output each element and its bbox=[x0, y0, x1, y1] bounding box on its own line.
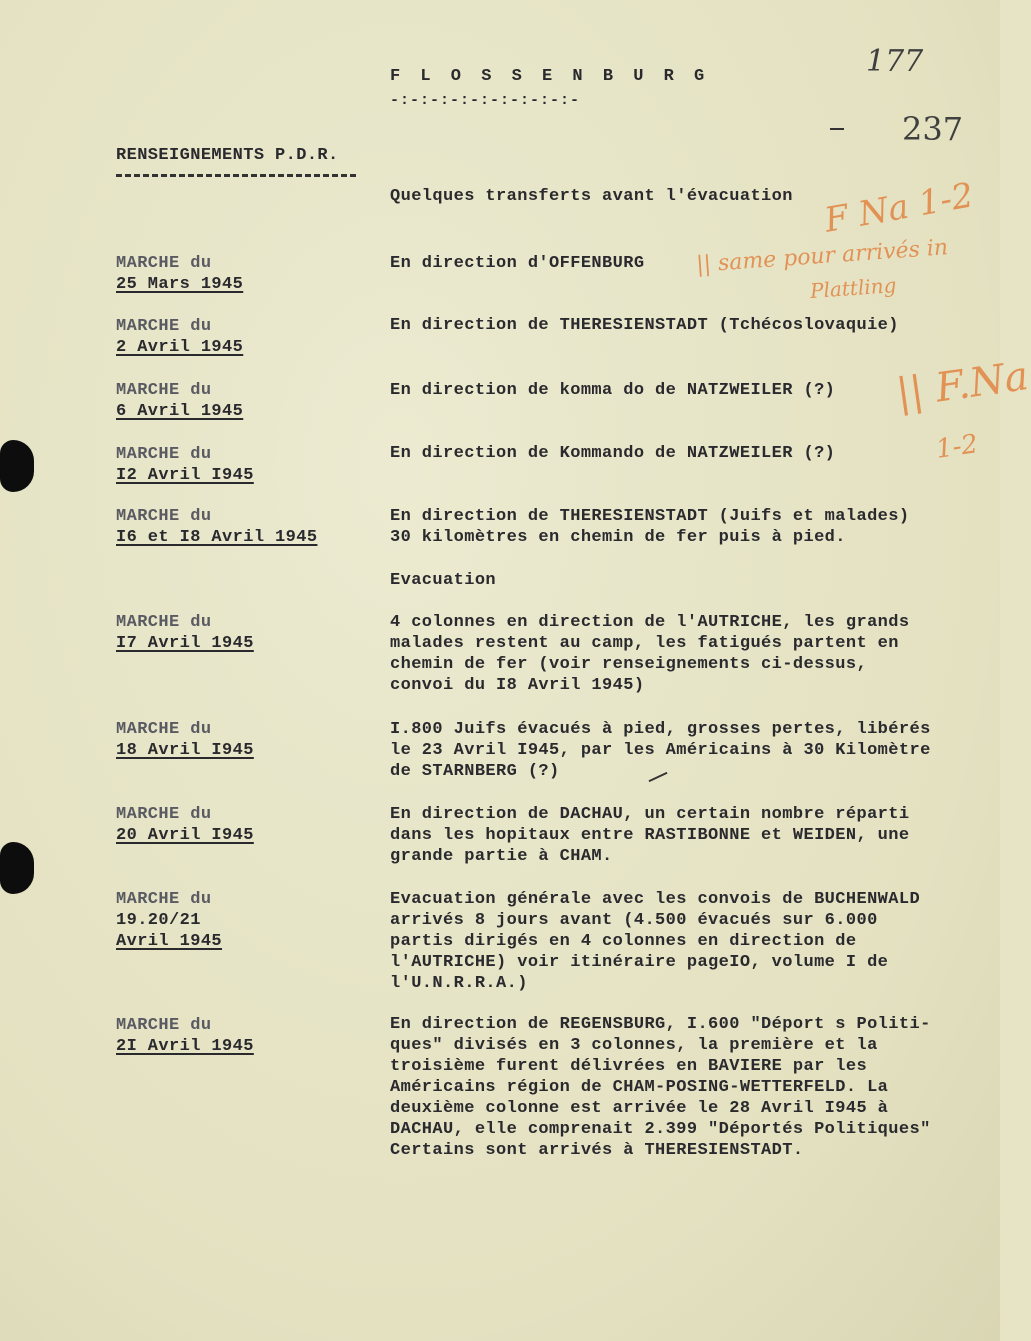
entry-date: I6 et I8 Avril 1945 bbox=[116, 528, 318, 547]
entry-line: malades restent au camp, les fatigués partent en bbox=[390, 634, 899, 653]
entry-text bbox=[390, 612, 909, 696]
dash-mark bbox=[830, 128, 844, 130]
entry-text bbox=[390, 719, 931, 782]
pencil-side-code: || F.Na bbox=[893, 352, 1031, 418]
entry-label bbox=[116, 1015, 254, 1057]
pencil-note-place: Plattling bbox=[809, 273, 898, 303]
entry-line: convoi du I8 Avril 1945) bbox=[390, 676, 645, 695]
pencil-side-code-number: 1-2 bbox=[934, 429, 980, 465]
subheading: Quelques transferts avant l'évacuation bbox=[390, 187, 793, 206]
punch-hole bbox=[0, 440, 34, 492]
entry-line: En direction de komma do de NATZWEILER (?) bbox=[390, 381, 836, 400]
entry-line: Américains région de CHAM-POSING-WETTERFELD. La bbox=[390, 1078, 889, 1097]
entry-date: I2 Avril I945 bbox=[116, 466, 254, 485]
entry-date: 2I Avril 1945 bbox=[116, 1037, 254, 1056]
entry-march: MARCHE du bbox=[116, 805, 212, 824]
entry-march: MARCHE du bbox=[116, 381, 212, 400]
entry-line: En direction de REGENSBURG, I.600 "Déport s Politi- bbox=[390, 1015, 931, 1034]
entry-line: Evacuation générale avec les convois de BUCHENWALD bbox=[390, 890, 921, 909]
entry-date-range: 19.20/21 bbox=[116, 911, 201, 930]
page-number-top: 177 bbox=[866, 44, 924, 79]
entry-date: 25 Mars 1945 bbox=[116, 275, 244, 294]
entry-march: MARCHE du bbox=[116, 317, 212, 336]
entry-line: le 23 Avril I945, par les Américains à 30 Kilomètre bbox=[390, 741, 931, 760]
title-rule: -:-:-:-:-:-:-:-:-:- bbox=[390, 92, 581, 109]
entry-line: En direction de THERESIENSTADT (Juifs et malades) bbox=[390, 507, 910, 526]
entry-text bbox=[390, 804, 909, 867]
entry-line: l'U.N.R.R.A.) bbox=[390, 974, 528, 993]
entry-line: 4 colonnes en direction de l'AUTRICHE, les grands bbox=[390, 613, 910, 632]
entry-line: partis dirigés en 4 colonnes en direction de bbox=[390, 932, 857, 951]
entry-label bbox=[116, 804, 254, 846]
entry-line: arrivés 8 jours avant (4.500 évacués sur 6.000 bbox=[390, 911, 878, 930]
page-number-stamp: 237 bbox=[902, 110, 964, 148]
entry-label bbox=[116, 444, 254, 486]
pencil-archive-code: F Na 1-2 bbox=[821, 175, 977, 241]
entry-march: MARCHE du bbox=[116, 890, 212, 909]
entry-text bbox=[390, 253, 644, 274]
entry-line: En direction de DACHAU, un certain nombre réparti bbox=[390, 805, 910, 824]
entry-label bbox=[116, 380, 243, 422]
entry-line: grande partie à CHAM. bbox=[390, 847, 613, 866]
entry-text bbox=[390, 889, 920, 994]
entry-date: 20 Avril I945 bbox=[116, 826, 254, 845]
punch-hole bbox=[0, 842, 34, 894]
heading-rule bbox=[116, 174, 356, 177]
entry-label bbox=[116, 612, 254, 654]
entry-label bbox=[116, 719, 254, 761]
pencil-note: || same pour arrivés in bbox=[695, 235, 949, 278]
entry-line: Certains sont arrivés à THERESIENSTADT. bbox=[390, 1141, 804, 1160]
entry-march: MARCHE du bbox=[116, 613, 212, 632]
entry-text bbox=[390, 380, 835, 401]
entry-march: MARCHE du bbox=[116, 445, 212, 464]
entry-label bbox=[116, 316, 243, 358]
evacuation-heading: Evacuation bbox=[390, 571, 497, 590]
entry-march: MARCHE du bbox=[116, 1016, 212, 1035]
entry-date: I7 Avril 1945 bbox=[116, 634, 254, 653]
entry-line: DACHAU, elle comprenait 2.399 "Déportés Politiques" bbox=[390, 1120, 931, 1139]
entry-date: 18 Avril I945 bbox=[116, 741, 254, 760]
entry-text bbox=[390, 506, 909, 548]
entry-march: MARCHE du bbox=[116, 507, 212, 526]
entry-line: I.800 Juifs évacués à pied, grosses pertes, libérés bbox=[390, 720, 931, 739]
entry-march: MARCHE du bbox=[116, 720, 212, 739]
entry-date: Avril 1945 bbox=[116, 932, 223, 951]
entry-line: troisième furent délivrées en BAVIERE par les bbox=[390, 1057, 868, 1076]
entry-line: En direction de Kommando de NATZWEILER (?) bbox=[390, 444, 836, 463]
entry-line: deuxième colonne est arrivée le 28 Avril I945 à bbox=[390, 1099, 889, 1118]
entry-label bbox=[116, 253, 243, 295]
entry-line: chemin de fer (voir renseignements ci-dessus, bbox=[390, 655, 868, 674]
entry-text bbox=[390, 315, 899, 336]
entry-label bbox=[116, 889, 222, 952]
entry-line: En direction d'OFFENBURG bbox=[390, 254, 645, 273]
entry-line: dans les hopitaux entre RASTIBONNE et WEIDEN, une bbox=[390, 826, 910, 845]
entry-text bbox=[390, 443, 835, 464]
entry-label bbox=[116, 506, 317, 548]
entry-march: MARCHE du bbox=[116, 254, 212, 273]
entry-text bbox=[390, 1014, 931, 1161]
section-heading: RENSEIGNEMENTS P.D.R. bbox=[116, 146, 339, 165]
entry-line: ques" divisés en 3 colonnes, la première et la bbox=[390, 1036, 878, 1055]
document-title: F L O S S E N B U R G bbox=[390, 67, 710, 86]
entry-line: En direction de THERESIENSTADT (Tchécoslovaquie) bbox=[390, 316, 899, 335]
entry-date: 6 Avril 1945 bbox=[116, 402, 244, 421]
entry-line: 30 kilomètres en chemin de fer puis à pied. bbox=[390, 528, 846, 547]
entry-line: l'AUTRICHE) voir itinéraire pageIO, volume I de bbox=[390, 953, 889, 972]
entry-line: de STARNBERG (?) bbox=[390, 762, 560, 781]
entry-date: 2 Avril 1945 bbox=[116, 338, 244, 357]
